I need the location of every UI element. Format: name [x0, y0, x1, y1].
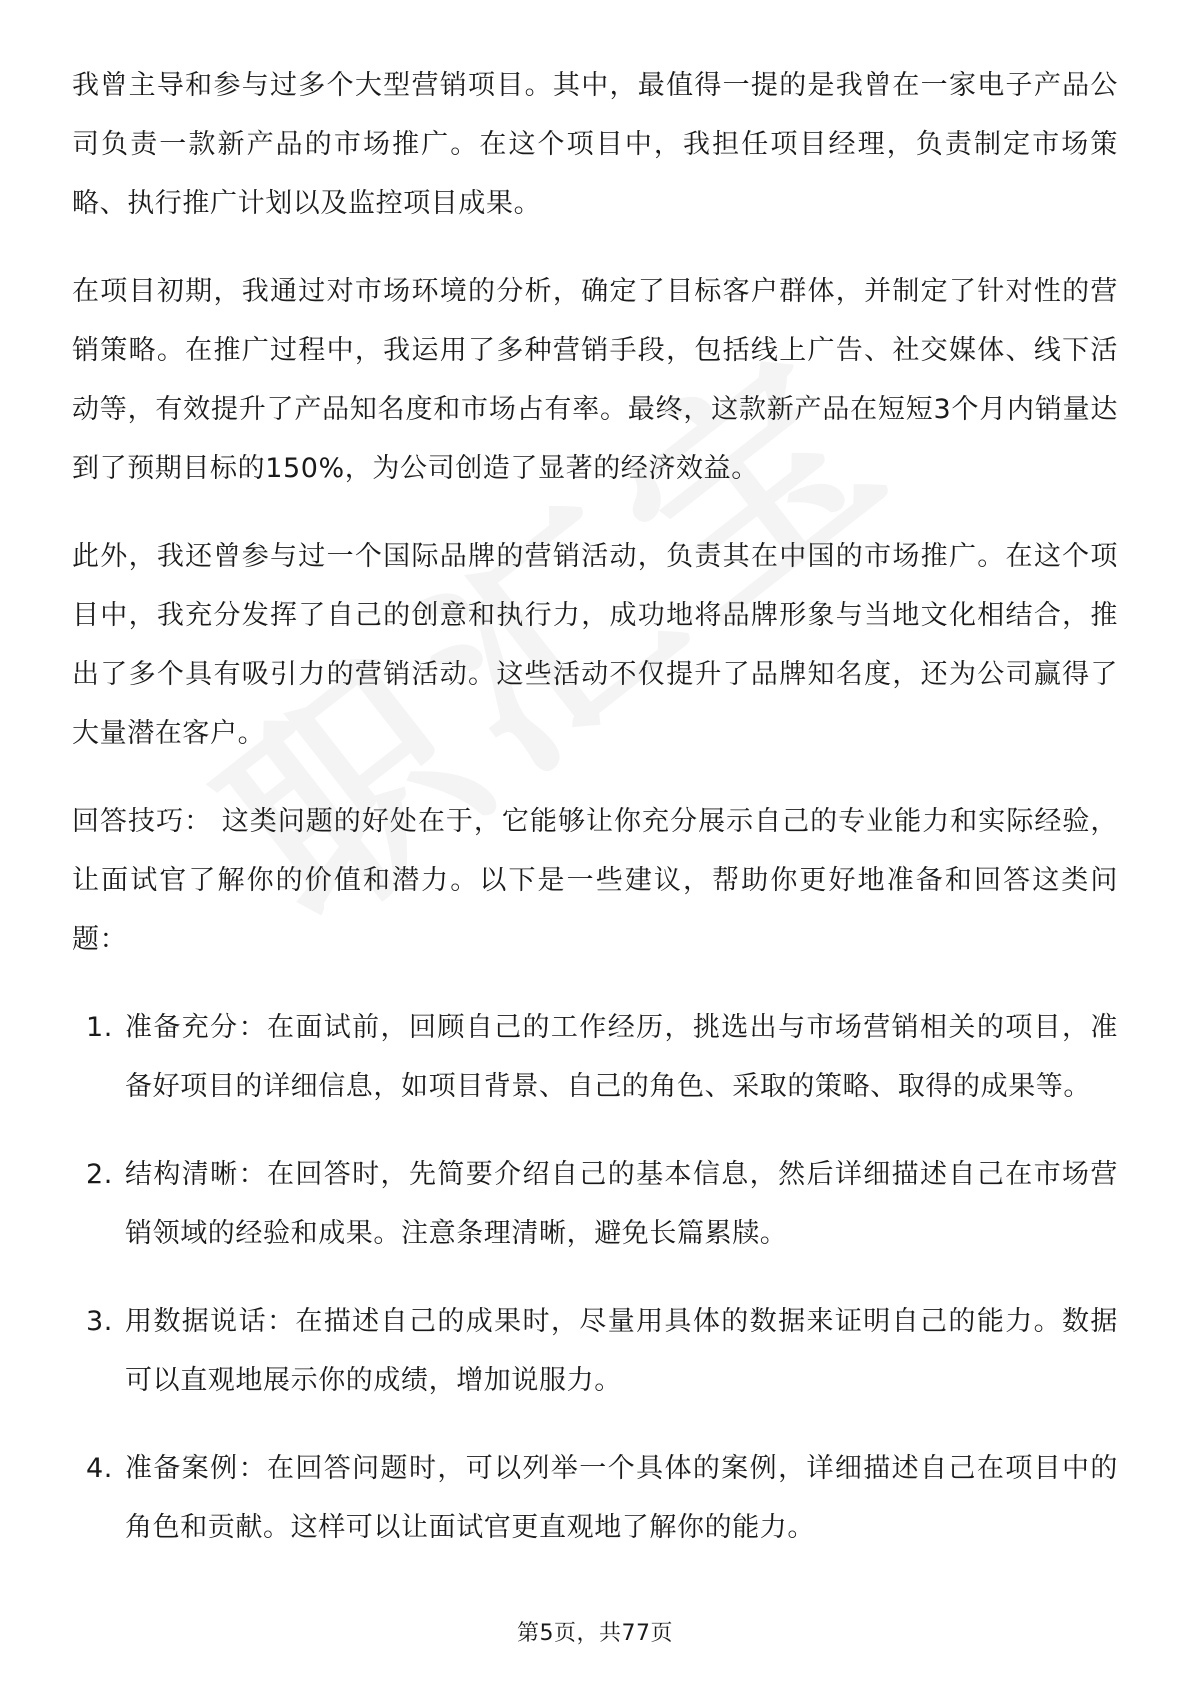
- list-item-number: 2.: [86, 1159, 113, 1190]
- list-item-text: 用数据说话：在描述自己的成果时，尽量用具体的数据来证明自己的能力。数据可以直观地展示你的成绩，增加说服力。: [125, 1306, 1118, 1396]
- list-item: [72, 1292, 1118, 1410]
- list-item-number: 3.: [86, 1306, 113, 1337]
- list-item: [72, 998, 1118, 1116]
- list-item-text: 准备案例：在回答问题时，可以列举一个具体的案例，详细描述自己在项目中的角色和贡献。这样可以让面试官更直观地了解你的能力。: [125, 1453, 1118, 1543]
- list-item-text: 准备充分：在面试前，回顾自己的工作经历，挑选出与市场营销相关的项目，准备好项目的详细信息，如项目背景、自己的角色、采取的策略、取得的成果等。: [125, 1012, 1118, 1102]
- tips-list: [72, 998, 1118, 1557]
- list-item-number: 1.: [86, 1012, 113, 1043]
- list-item: [72, 1145, 1118, 1263]
- document-body: [72, 56, 1118, 1586]
- paragraph-project-details: 在项目初期，我通过对市场环境的分析，确定了目标客户群体，并制定了针对性的营销策略。在推广过程中，我运用了多种营销手段，包括线上广告、社交媒体、线下活动等，有效提升了产品知名度和市场占有率。最终，这款新产品在短短3个月内销量达到了预期目标的150%，为公司创造了显著的经济效益。: [72, 276, 1118, 484]
- list-item-number: 4.: [86, 1453, 113, 1484]
- paragraph-answer-tips: 回答技巧： 这类问题的好处在于，它能够让你充分展示自己的专业能力和实际经验，让面试官了解你的价值和潜力。以下是一些建议，帮助你更好地准备和回答这类问题：: [72, 806, 1118, 955]
- list-item: [72, 1439, 1118, 1557]
- paragraph-international-brand: 此外，我还曾参与过一个国际品牌的营销活动，负责其在中国的市场推广。在这个项目中，我充分发挥了自己的创意和执行力，成功地将品牌形象与当地文化相结合，推出了多个具有吸引力的营销活动。这些活动不仅提升了品牌知名度，还为公司赢得了大量潜在客户。: [72, 541, 1118, 749]
- paragraph-project-overview: 我曾主导和参与过多个大型营销项目。其中，最值得一提的是我曾在一家电子产品公司负责一款新产品的市场推广。在这个项目中，我担任项目经理，负责制定市场策略、执行推广计划以及监控项目成果。: [72, 70, 1118, 219]
- list-item-text: 结构清晰：在回答时，先简要介绍自己的基本信息，然后详细描述自己在市场营销领域的经验和成果。注意条理清晰，避免长篇累牍。: [125, 1159, 1118, 1249]
- page-number-footer: 第5页，共77页: [517, 1621, 673, 1646]
